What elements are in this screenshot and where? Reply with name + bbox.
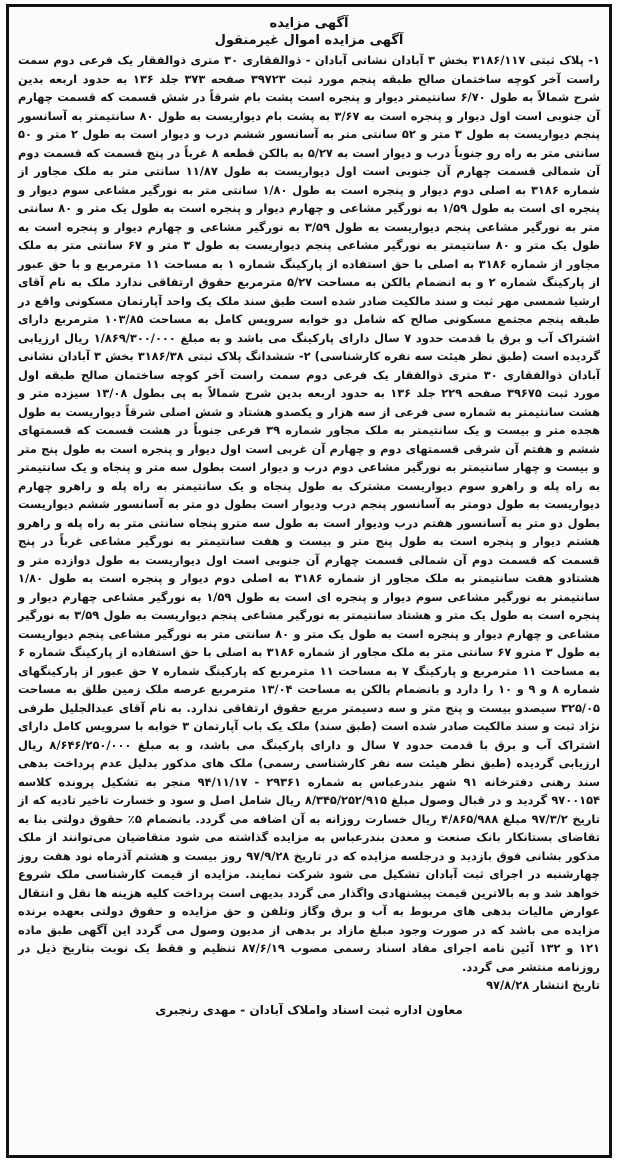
signature: معاون اداره ثبت اسناد واملاک آبادان - مهدی رنجبری — [155, 1003, 463, 1017]
auction-notice — [6, 4, 612, 1158]
publish-date: تاریخ انتشار ۹۷/۸/۲۸ — [486, 978, 600, 992]
notice-body: ۱- پلاک ثبتی ۳۱۸۶/۱۱۷ بخش ۳ آبادان نشانی آبادان - ذوالفقاری ۳۰ متری ذوالفقار یک فرعی دوم سمت راست آخر کوچه ساختمان صالح طبقه پنجم مورد ثبت ۳۹۷۲۳ صفحه ۳۷۳ جلد ۱۳۶ به حدود اربعه بدین شرح شمالاً به طول ۶/۷۰ سانتیمتر دیوار و پنجره است پشت بام شرقاً در شش قسمت که قسمت چهارم آن جنوبی است اول دیوار و پنجره است به ۳/۶۷ به پشت بام دیواریست به طول ۸۰ سانتیمتر به آسانسور پنجم دیواریست به طول ۳ متر و ۵۲ سانتی متر به آسانسور ششم درب و دیوار است به طول ۲ متر و ۵۰ سانتی متر به راه رو جنوباً درب و دیوار است به ۵/۲۷ به بالکن قطعه ۸ غرباً در پنج قسمت که قسمت دوم آن شمالی قسمت چهارم آن جنوبی است اول دیواریست به طول ۱۱/۸۷ سانتی متر به ملک مجاور از شماره ۳۱۸۶ به اصلی دوم دیوار و پنجره است به طول ۱/۸۰ سانتی متر به نورگیر مشاعی سوم دیوار و پنجره ای است به طول ۱/۵۹ به نورگیر مشاعی و چهارم دیوار و پنجره است به طول یک متر و ۸۰ سانتی متر به نورگیر مشاعی پنجم دیواریست به طول ۳/۵۹ به نورگیر مشاعی و چهارم دیوار و پنجره است به طول یک متر و ۸۰ سانتیمتر به نورگیر مشاعی پنجم دیواریست به طول ۳ متر و ۶۷ سانتی متر به ملک مجاور از شماره ۳۱۸۶ به اصلی با حق استفاده از پارکینگ شماره ۱ به مساحت ۱۱ مترمربع و با حق عبور از پارکینگ شماره ۲ و به انضمام بالکن به مساحت ۵/۲۷ مترمربع حقوق ارتفاقی ندارد ملک به نام آقای ارشیا شمسی مهر ثبت و سند مالکیت صادر شده است طبق سند ملک یک واحد آپارتمان مسکونی واقع در طبقه پنجم مجتمع مسکونی صالح که شامل دو خوابه سرویس کامل به مساحت ۱۰۳/۸۵ مترمربع دارای اشتراک آب و برق با قدمت حدود ۷ سال دارای پارکینگ می باشد و به مبلغ ۱/۸۶۹/۳۰۰/۰۰۰ ریال ارزیابی گردیده است (طبق نظر هیئت سه نفره کارشناسی) ۲- ششدانگ پلاک ثبتی ۳۱۸۶/۳۸ بخش ۳ آبادان نشانی آبادان ذوالفقاری ۳۰ متری ذوالفقار یک فرعی دوم سمت راست آخر کوچه ساختمان صالح طبقه اول مورد ثبت ۳۹۶۷۵ صفحه ۲۲۹ جلد ۱۳۶ به حدود اربعه بدین شرح شمالاً به پی بطول ۱۳/۰۸ سیزده متر و هشت سانتیمتر به شماره سی فرعی از سه هزار و یکصدو هشتاد و شش اصلی شرقاً دیواریست به طول هجده متر و بیست و یک سانتیمتر به ملک مجاور شماره ۳۹ فرعی جنوباً در هشت قسمت که قسمتهای ششم و هفتم آن شرقی قسمتهای دوم و چهارم آن غربی است اول دیوار و پنجره است به طول پنج متر و بیست و چهار سانتیمتر به نورگیر مشاعی دوم درب و دیوار است بطول سه متر و پنجاه و یک سانتیمتر به راه پله و راهرو سوم دیواریست مشترک به طول پنجاه و یک سانتیمتر به راه پله و راهرو چهارم دیواریست به طول دومتر به آسانسور پنجم درب ودیوار است بطول دو متر به آسانسور ششم دیواریست بطول دو متر به آسانسور هفتم درب ودیوار است به طول سه مترو پنجاه سانتی متر به راه پله و راهرو هشتم دیوار و پنجره است به طول پنج متر و بیست و هفت سانتیمتر به نورگیر مشاعی غرباً در پنج قسمت که قسمت دوم آن شمالی قسمت چهارم آن جنوبی است اول دیواریست به طول دوازده متر و هشتادو هفت سانتیمتر به ملک مجاور از شماره ۳۱۸۶ به اصلی دوم دیوار و پنجره است به طول ۱/۸۰ سانتیمتر به نورگیر مشاعی سوم دیوار و پنجره ای است به طول ۱/۵۹ به نورگیر مشاعی چهارم دیوار و پنجره است به طول یک متر و هشتاد سانتیمتر به نورگیر مشاعی پنجم دیواریست به طول ۳/۵۹ به نورگیر مشاعی و چهارم دیوار و پنجره است به طول یک متر و ۸۰ سانتی متر به نورگیر مشاعی پنجم دیواریست به طول ۳ مترو ۶۷ سانتی متر به ملک مجاور از شماره ۳۱۸۶ به اصلی با حق استفاده از پارکینگ شماره ۶ به مساحت ۱۱ مترمربع و پارکینگ ۷ به مساحت ۱۱ مترمربع که پارکینگ شماره ۷ حق عبور از پارکینگهای شماره ۸ و ۹ و ۱۰ را دارد و بانضمام بالکن به مساحت ۱۳/۰۴ مترمربع عرصه ملک زمین طلق به مساحت ۳۲۵/۰۵ سیصدو بیست و پنج متر و سه دسیمتر مربع حقوق ارتفاقی ندارد. به نام آقای عبدالجلیل طرفی نژاد ثبت و سند مالکیت صادر شده است (طبق سند) ملک یک باب آپارتمان ۳ خوابه با سرویس کامل دارای اشتراک آب و برق با قدمت حدود ۷ سال و دارای پارکینگ می باشد، و به مبلغ ۸/۶۴۶/۲۵۰/۰۰۰ ریال ارزیابی گردیده (طبق نظر هیئت سه نفر کارشناسی رسمی) ملک های مذکور بدلیل عدم پرداخت بدهی سند رهنی دفترخانه ۹۱ شهر بندرعباس به شماره ۲۹۳۶۱ - ۹۴/۱۱/۱۷ منجر به تشکیل پرونده کلاسه ۹۷۰۰۱۵۴ گردید و در قبال وصول مبلغ ۸/۳۴۵/۲۵۲/۹۱۵ ریال شامل اصل و سود و خسارت تاخیر تادیه که از تاریخ ۹۷/۳/۲ مبلغ ۴/۸۶۵/۹۸۸ ریال خسارت روزانه به آن اضافه می گردد. بانضمام ۵٪ حقوق دولتی بنا به تقاضای بستانکار بانک صنعت و معدن بندرعباس به مزایده گذاشته می شود متقاضیان می‌توانند از ملک مذکور بشانی فوق بازدید و درجلسه مزایده که در تاریخ ۹۷/۹/۲۸ روز بیست و هشتم آذرماه نود هفت روز چهارشنبه در اجرای ثبت آبادان تشکیل می شود شرکت نمایند. مزایده از قیمت کارشناسی ملک شروع خواهد شد و به بالاترین قیمت پیشنهادی واگذار می گردد بدیهی است پرداخت کلیه هزینه ها نقل و انتقال عوارض مالیات بدهی های مربوط به آب و برق وگاز وتلفن و حق مزایده و حقوق دولتی بعهده برنده مزایده می باشد که در صورت وجود مبلغ مازاد بر بدهی از مدیون وصول می گردد این آگهی طبق ماده ۱۲۱ و ۱۳۲ آئین نامه اجرای مفاد اسناد رسمی مصوب ۸۷/۶/۱۹ تنظیم و فقط یک نوبت بتاریخ ذیل در روزنامه منتشر می گردد. — [18, 53, 601, 974]
notice-subtitle: آگهی مزایده اموال غیرمنقول — [214, 33, 404, 48]
notice-title: آگهی مزایده — [269, 16, 349, 31]
